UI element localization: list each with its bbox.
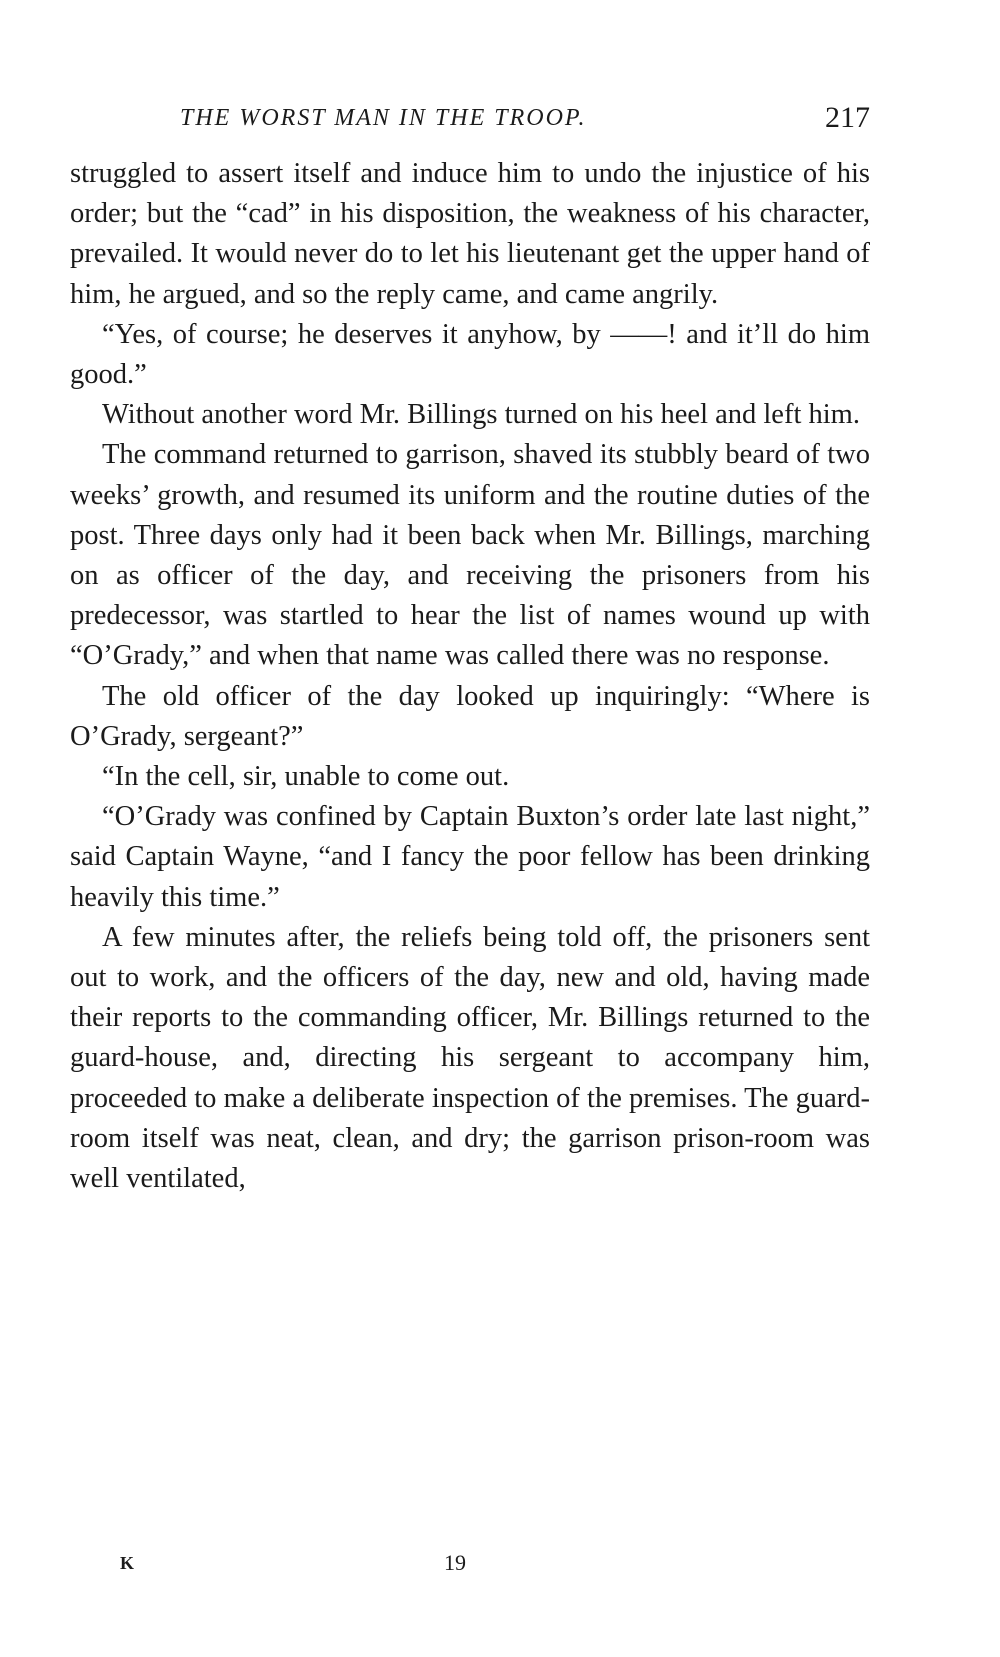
- body-text: [70, 154, 870, 1199]
- running-title: THE WORST MAN IN THE TROOP.: [180, 105, 587, 131]
- sheet-number: 19: [444, 1550, 466, 1575]
- paragraph: Without another word Mr. Billings turned on his heel and left him.: [102, 399, 860, 431]
- paragraph: “Yes, of course; he deserves it anyhow, by ——! and it’ll do him good.”: [70, 318, 870, 391]
- page-number: 217: [825, 101, 870, 134]
- paragraph: A few minutes after, the reliefs being told off, the prisoners sent out to work, and the officers of the day, new and old, having made their reports to the commanding officer, Mr. Billings returned to the guard-house, and, directing his sergeant to accompany him, proceeded to make a deliberate inspection of the premises. The guard-room itself was neat, clean, and dry; the garrison prison-room was well ventilated,: [70, 921, 870, 1195]
- paragraph: “O’Grady was confined by Captain Buxton’s order late last night,” said Captain Wayne, “and I fancy the poor fellow has been drinking heavily this time.”: [70, 801, 870, 913]
- paragraph: The old officer of the day looked up inquiringly: “Where is O’Grady, sergeant?”: [70, 680, 870, 752]
- signature-mark: K: [120, 1553, 135, 1573]
- paragraph: struggled to assert itself and induce him to undo the injustice of his order; but the “cad” in his disposition, the weakness of his character, prevailed. It would never do to let his lieutenant get the upper hand of him, he argued, and so the reply came, and came angrily.: [70, 158, 870, 310]
- page-footer: [70, 1550, 870, 1580]
- running-head: [70, 100, 870, 140]
- paragraph: “In the cell, sir, unable to come out.: [102, 761, 510, 793]
- paragraph: The command returned to garrison, shaved its stubbly beard of two weeks’ growth, and resumed its uniform and the routine duties of the post. Three days only had it been back when Mr. Billings, marching on as officer of the day, and receiving the prisoners from his predecessor, was startled to hear the list of names wound up with “O’Grady,” and when that name was called there was no response.: [70, 439, 870, 672]
